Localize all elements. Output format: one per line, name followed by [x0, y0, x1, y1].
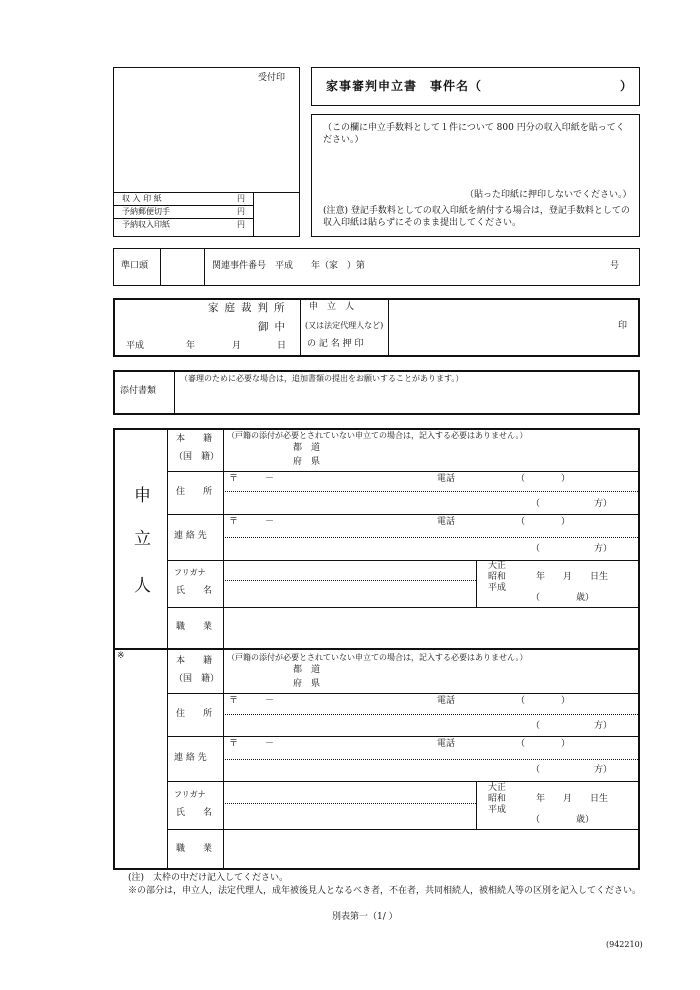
age-2: （ 歳） — [531, 815, 595, 825]
applicant-side-char-2: 立 — [134, 529, 151, 549]
address-label-2: 住 所 — [176, 709, 213, 719]
birth-date: 年 月 日生 — [536, 572, 609, 582]
contact-phone-area-code: （ ） — [516, 517, 571, 527]
contact-care-of-2: （ 方） — [531, 765, 613, 775]
phone-label: 電話 — [437, 474, 456, 484]
care-of: （ 方） — [531, 499, 613, 509]
furigana-label-2: フリガナ — [174, 790, 206, 799]
phone-area-code-2: （ ） — [516, 696, 571, 706]
era-showa: 昭和 — [488, 572, 507, 582]
contact-phone-label: 電話 — [437, 517, 456, 527]
pref-fu-ken: 府 県 — [293, 457, 321, 467]
postal-code: 〒 － — [229, 474, 275, 484]
revenue-stamp-unit: 円 — [237, 194, 245, 203]
domicile-label-2: 本 籍 — [176, 656, 213, 666]
era-heisei: 平成 — [488, 583, 507, 593]
postal-code-2: 〒 － — [229, 696, 275, 706]
occupation-label-2: 職 業 — [176, 844, 213, 854]
seal-mark: 印 — [618, 321, 628, 331]
phone-area-code: （ ） — [516, 474, 571, 484]
nationality-label: （国 籍） — [174, 452, 220, 462]
prepaid-stamp-label: 予納収入印紙 — [122, 220, 170, 229]
name-seal-label: の 記 名 押 印 — [307, 339, 364, 349]
title-close-paren: ） — [620, 79, 634, 93]
contact-care-of: （ 方） — [531, 544, 613, 554]
contact-postal-code: 〒 － — [229, 517, 275, 527]
nationality-label-2: （国 籍） — [174, 674, 220, 684]
form-reference: 別表第一（1/ ） — [332, 912, 398, 922]
date-day: 日 — [277, 341, 287, 351]
birth-date-2: 年 月 日生 — [536, 794, 609, 804]
pref-fu-ken-2: 府 県 — [293, 679, 321, 689]
date-year: 年 — [186, 341, 196, 351]
furigana-label: フリガナ — [174, 568, 206, 577]
attachments-note: （審理のために必要な場合は，追加書類の提出をお願いすることがあります。） — [180, 374, 464, 383]
legal-rep-label: (又は法定代理人など) — [305, 321, 384, 330]
form-code: (942210) — [606, 940, 643, 949]
era-showa-2: 昭和 — [488, 794, 507, 804]
era-taisho: 大正 — [488, 561, 507, 571]
revenue-stamp-label: 収 入 印 紙 — [122, 194, 162, 203]
occupation-label: 職 業 — [176, 622, 213, 632]
date-era: 平成 — [126, 341, 145, 351]
postage-label: 予納郵便切手 — [122, 207, 170, 216]
registration-fee-notice: (注意) 登記手数料としての収入印紙を納付する場合は，登記手数料としての収入印紙は貼らずにそのまま提出してください。 — [323, 206, 630, 229]
party-type-mark: ※ — [117, 651, 125, 661]
oral-application-label: 準口頭 — [121, 261, 149, 271]
prepaid-stamp-unit: 円 — [237, 220, 245, 229]
footer-note-2: ※の部分は，申立人，法定代理人，成年被後見人となるべき者，不在者，共同相続人，被相続人等の区別を記入してください。 — [128, 886, 642, 896]
name-label: 氏 名 — [176, 586, 213, 596]
age: （ 歳） — [531, 593, 595, 603]
related-case-row — [113, 248, 640, 286]
applicant-side-char-1: 申 — [134, 486, 151, 506]
applicant-side-char-3: 人 — [134, 576, 151, 596]
family-court-label: 家庭裁判所 — [208, 302, 291, 314]
attachments-label: 添付書類 — [120, 386, 157, 396]
no-seal-note: （貼った印紙に押印しないでください。） — [465, 190, 632, 200]
contact-label-2: 連 絡 先 — [174, 753, 207, 763]
pref-to-do-2: 都 道 — [293, 665, 321, 675]
postage-unit: 円 — [237, 207, 245, 216]
applicant-label: 申 立 人 — [309, 302, 355, 312]
phone-label-2: 電話 — [437, 696, 456, 706]
case-number-suffix: 号 — [610, 261, 620, 271]
attn-label: 御中 — [258, 321, 291, 333]
pref-to-do: 都 道 — [293, 443, 321, 453]
document-title: 家事審判申立書 事件名（ — [326, 79, 483, 93]
fee-instruction: （この欄に申立手数料として１件について 800 円分の収入印紙を貼ってください。） — [323, 123, 625, 146]
date-month: 月 — [232, 341, 242, 351]
receipt-seal-label: 受付印 — [258, 73, 286, 83]
footer-note-1: (注) 太枠の中だけ記入してください。 — [128, 873, 289, 883]
name-label-2: 氏 名 — [176, 808, 213, 818]
domicile-note: （戸籍の添付が必要とされていない申立ての場合は，記入する必要はありません。） — [227, 431, 528, 440]
related-case-number: 関連事件番号 平成 年（家 ）第 — [212, 261, 366, 271]
address-label: 住 所 — [176, 487, 213, 497]
domicile-note-2: （戸籍の添付が必要とされていない申立ての場合は，記入する必要はありません。） — [227, 653, 528, 662]
domicile-label: 本 籍 — [176, 434, 213, 444]
contact-postal-code-2: 〒 － — [229, 739, 275, 749]
care-of-2: （ 方） — [531, 721, 613, 731]
era-taisho-2: 大正 — [488, 783, 507, 793]
contact-phone-label-2: 電話 — [437, 739, 456, 749]
contact-label: 連 絡 先 — [174, 531, 207, 541]
era-heisei-2: 平成 — [488, 805, 507, 815]
contact-phone-area-code-2: （ ） — [516, 739, 571, 749]
